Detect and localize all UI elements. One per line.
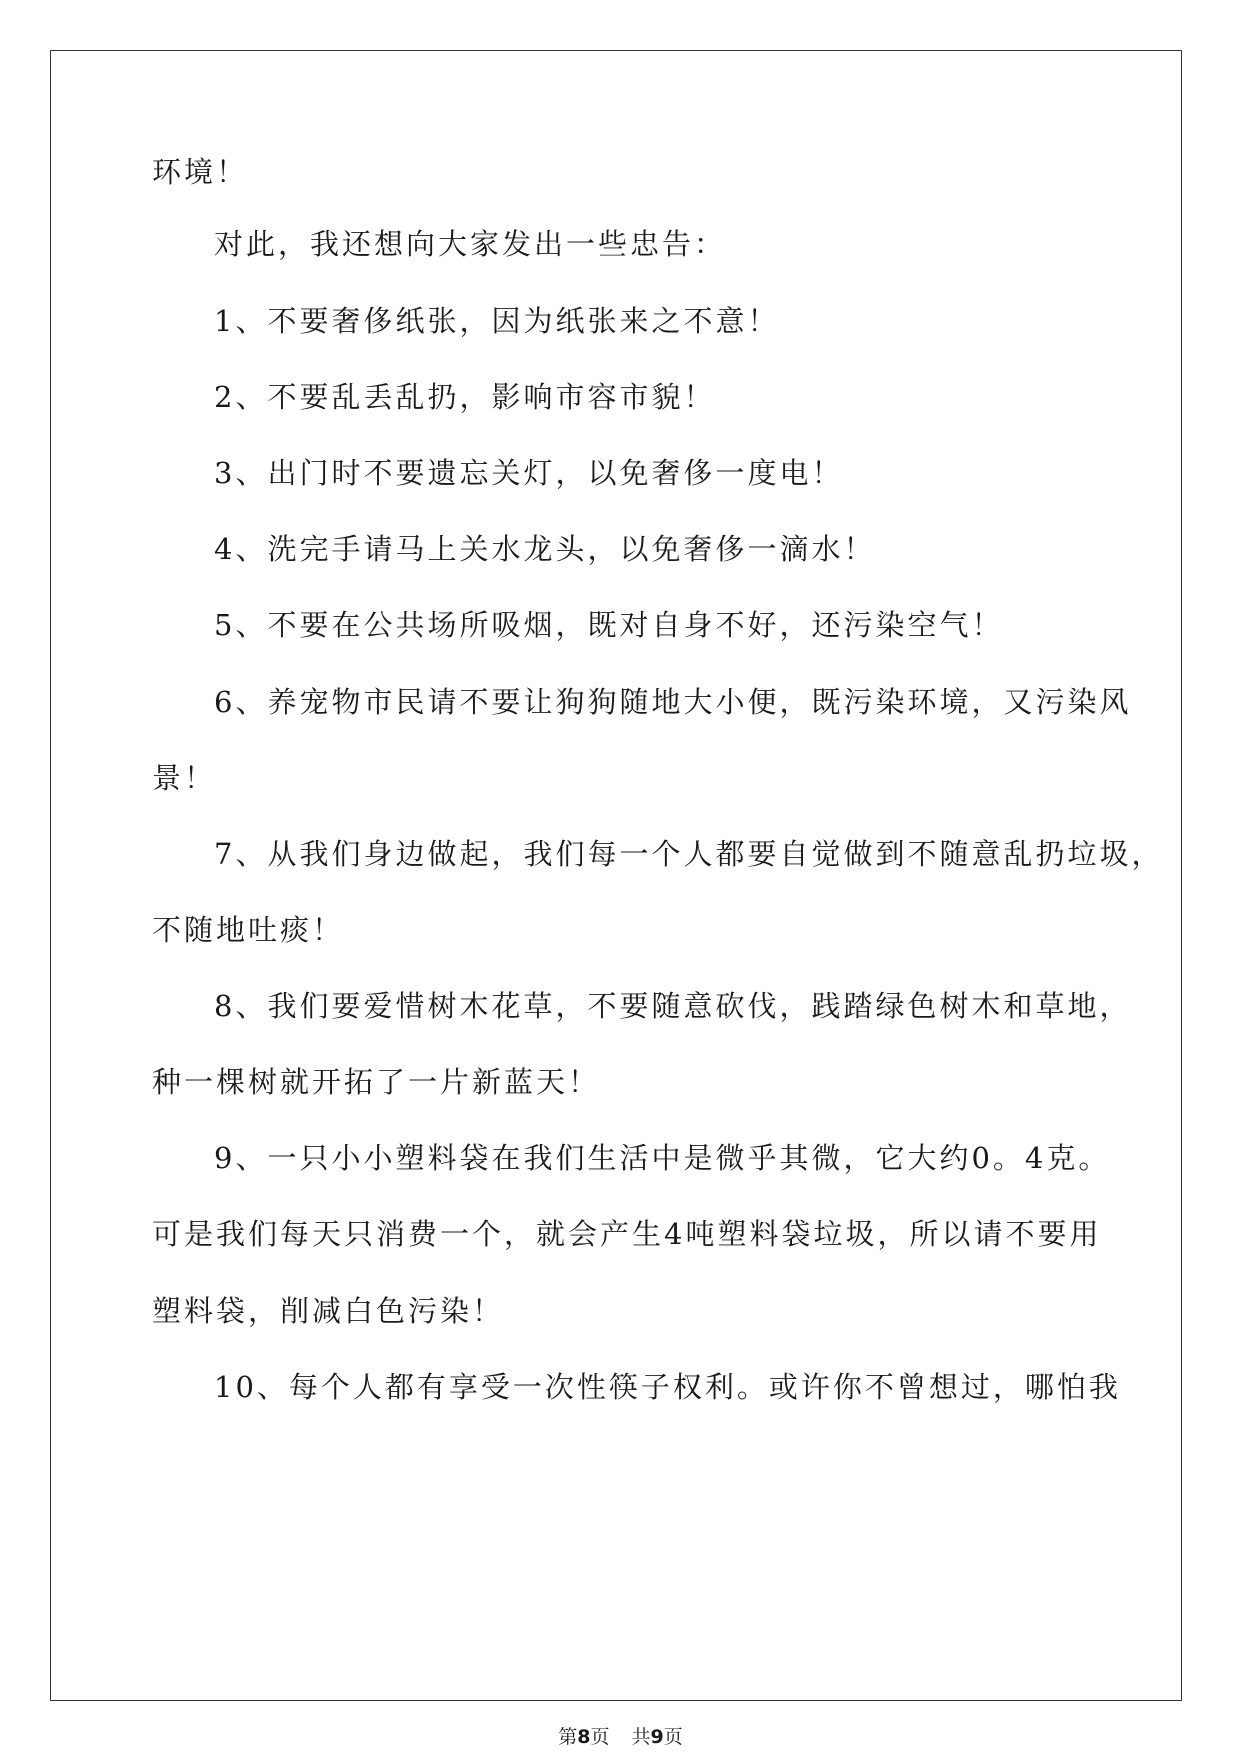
text-line: 不随地吐痰！ [152,913,345,947]
list-item: 9、一只小小塑料袋在我们生活中是微乎其微，它大约0。4克。 [214,1141,1111,1175]
list-item: 4、洗完手请马上关水龙头，以免奢侈一滴水！ [214,532,876,566]
current-page-number: 8 [577,1726,591,1748]
footer-prefix: 第 [558,1726,578,1748]
text-line: 对此，我还想向大家发出一些忠告： [214,227,727,261]
list-item: 6、养宠物市民请不要让狗狗随地大小便，既污染环境，又污染风 [214,685,1132,719]
text-line: 塑料袋，削减白色污染！ [152,1294,505,1328]
text-line: 可是我们每天只消费一个，就会产生4吨塑料袋垃圾，所以请不要用 [152,1217,1102,1251]
total-pages-number: 9 [650,1726,664,1748]
list-item: 10、每个人都有享受一次性筷子权利。或许你不曾想过，哪怕我 [214,1370,1121,1404]
list-item: 7、从我们身边做起，我们每一个人都要自觉做到不随意乱扔垃圾， [214,837,1164,871]
list-item: 3、出门时不要遗忘关灯，以免奢侈一度电！ [214,456,844,490]
footer-page-suffix: 页 [590,1726,610,1748]
text-line: 环境！ [152,155,249,189]
list-item: 8、我们要爱惜树木花草，不要随意砍伐，践踏绿色树木和草地， [214,989,1132,1023]
text-line: 景！ [152,761,217,795]
text-line: 种一棵树就开拓了一片新蓝天！ [152,1065,601,1099]
list-item: 5、不要在公共场所吸烟，既对自身不好，还污染空气！ [214,608,1004,642]
page-footer [0,1722,1241,1749]
page-border [50,50,1182,1701]
list-item: 2、不要乱丢乱扔，影响市容市貌！ [214,380,716,414]
list-item: 1、不要奢侈纸张，因为纸张来之不意！ [214,304,780,338]
footer-total-suffix: 页 [663,1726,683,1748]
footer-total-prefix: 共 [631,1726,651,1748]
